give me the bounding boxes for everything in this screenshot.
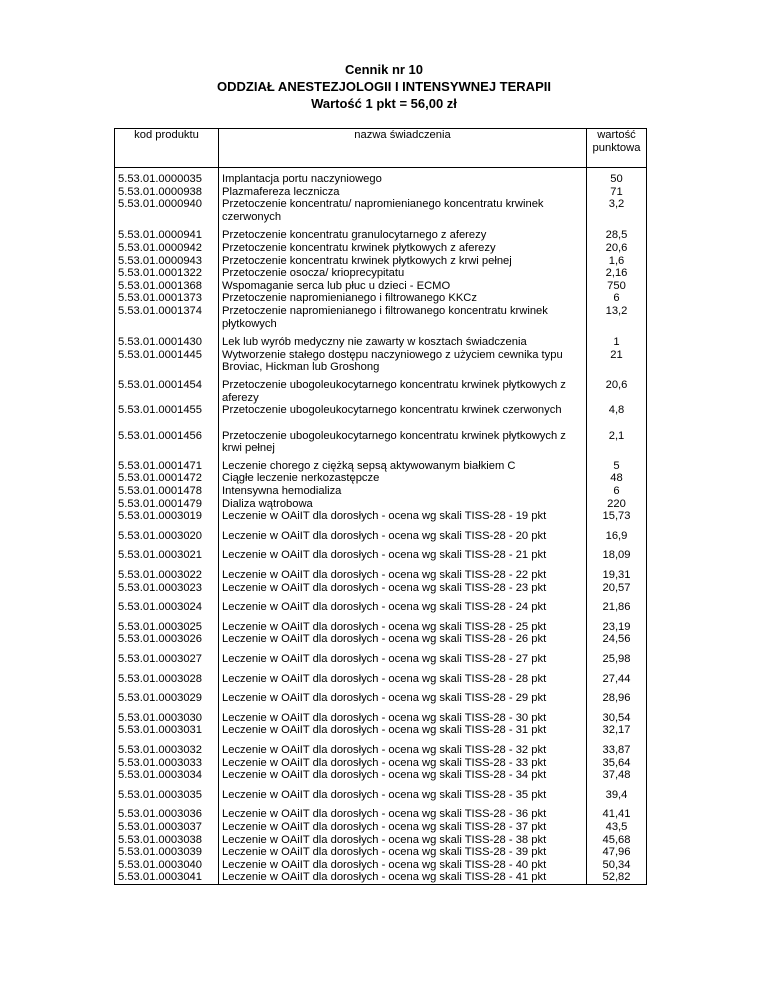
table-row [115,280,647,293]
table-row [115,498,647,511]
service-name: Przetoczenie ubogoleukocytarnego koncentratu krwinek płytkowych z aferezy [219,374,587,404]
department-title: ODDZIAŁ ANESTEZJOLOGII I INTENSYWNEJ TERAPII [217,79,551,94]
point-value-cell: 2,1 [587,417,647,455]
service-name: Leczenie w OAiIT dla dorosłych - ocena wg skali TISS-28 - 35 pkt [219,782,587,802]
product-code: 5.53.01.0001478 [115,485,219,498]
product-code: 5.53.01.0003030 [115,705,219,725]
service-name: Leczenie w OAiIT dla dorosłych - ocena wg skali TISS-28 - 26 pkt [219,633,587,646]
table-row [115,542,647,562]
point-value-cell: 71 [587,186,647,199]
point-value-cell: 220 [587,498,647,511]
point-value-cell: 20,6 [587,374,647,404]
table-row [115,846,647,859]
point-value-cell: 1 [587,330,647,349]
service-name: Przetoczenie osocza/ krioprecypitatu [219,267,587,280]
table-row [115,769,647,782]
point-value-cell: 21 [587,349,647,374]
point-value-cell: 15,73 [587,510,647,523]
service-name: Przetoczenie ubogoleukocytarnego koncentratu krwinek płytkowych z krwi pełnej [219,417,587,455]
table-row [115,594,647,614]
product-code: 5.53.01.0001472 [115,472,219,485]
service-name: Leczenie w OAiIT dla dorosłych - ocena wg skali TISS-28 - 37 pkt [219,821,587,834]
point-value-cell: 6 [587,485,647,498]
point-value-cell: 23,19 [587,614,647,634]
point-value: Wartość 1 pkt = 56,00 zł [311,96,457,111]
table-row [115,472,647,485]
service-name: Przetoczenie napromienianego i filtrowanego koncentratu krwinek płytkowych [219,305,587,330]
table-row [115,455,647,473]
product-code: 5.53.01.0001479 [115,498,219,511]
product-code: 5.53.01.0001374 [115,305,219,330]
point-value-cell: 13,2 [587,305,647,330]
table-row [115,292,647,305]
product-code: 5.53.01.0000940 [115,198,219,223]
service-name: Przetoczenie koncentratu krwinek płytkowych z aferezy [219,242,587,255]
table-row [115,305,647,330]
point-value-cell: 18,09 [587,542,647,562]
service-name: Przetoczenie koncentratu/ napromienianego koncentratu krwinek czerwonych [219,198,587,223]
table-row [115,349,647,374]
product-code: 5.53.01.0003037 [115,821,219,834]
product-code: 5.53.01.0001373 [115,292,219,305]
table-row [115,330,647,349]
product-code: 5.53.01.0000035 [115,168,219,186]
product-code: 5.53.01.0003032 [115,737,219,757]
table-row [115,614,647,634]
table-row [115,404,647,417]
point-value-cell: 48 [587,472,647,485]
product-code: 5.53.01.0000941 [115,223,219,242]
table-row [115,242,647,255]
service-name: Wspomaganie serca lub płuc u dzieci - ECMO [219,280,587,293]
point-value-cell: 43,5 [587,821,647,834]
product-code: 5.53.01.0001322 [115,267,219,280]
product-code: 5.53.01.0003020 [115,523,219,543]
table-row [115,633,647,646]
price-table [114,128,647,885]
table-row [115,267,647,280]
product-code: 5.53.01.0003039 [115,846,219,859]
service-name: Leczenie w OAiIT dla dorosłych - ocena wg skali TISS-28 - 22 pkt [219,562,587,582]
point-value-cell: 50,34 [587,859,647,872]
service-name: Przetoczenie koncentratu granulocytarnego z aferezy [219,223,587,242]
point-value-cell: 28,5 [587,223,647,242]
product-code: 5.53.01.0003036 [115,801,219,821]
point-value-cell: 21,86 [587,594,647,614]
table-row [115,801,647,821]
table-row [115,523,647,543]
service-name: Przetoczenie napromienianego i filtrowanego KKCz [219,292,587,305]
table-row [115,685,647,705]
column-header-code: kod produktu [115,129,219,168]
table-body [115,168,647,885]
point-value-cell: 24,56 [587,633,647,646]
point-value-cell: 28,96 [587,685,647,705]
point-value-cell: 5 [587,455,647,473]
table-header-row [115,129,647,168]
point-value-cell: 6 [587,292,647,305]
service-name: Przetoczenie ubogoleukocytarnego koncentratu krwinek czerwonych [219,404,587,417]
product-code: 5.53.01.0003035 [115,782,219,802]
table-row [115,374,647,404]
service-name: Leczenie w OAiIT dla dorosłych - ocena wg skali TISS-28 - 29 pkt [219,685,587,705]
product-code: 5.53.01.0003027 [115,646,219,666]
service-name: Leczenie w OAiIT dla dorosłych - ocena wg skali TISS-28 - 24 pkt [219,594,587,614]
product-code: 5.53.01.0003028 [115,666,219,686]
table-row [115,646,647,666]
table-row [115,859,647,872]
table-row [115,705,647,725]
product-code: 5.53.01.0001430 [115,330,219,349]
service-name: Leczenie w OAiIT dla dorosłych - ocena wg skali TISS-28 - 19 pkt [219,510,587,523]
point-value-cell: 33,87 [587,737,647,757]
point-value-cell: 35,64 [587,757,647,770]
table-row [115,168,647,186]
product-code: 5.53.01.0001445 [115,349,219,374]
point-value-cell: 41,41 [587,801,647,821]
service-name: Leczenie w OAiIT dla dorosłych - ocena wg skali TISS-28 - 41 pkt [219,871,587,884]
service-name: Leczenie w OAiIT dla dorosłych - ocena wg skali TISS-28 - 36 pkt [219,801,587,821]
service-name: Leczenie w OAiIT dla dorosłych - ocena wg skali TISS-28 - 31 pkt [219,724,587,737]
product-code: 5.53.01.0003031 [115,724,219,737]
column-header-value: wartość punktowa [587,129,647,168]
service-name: Intensywna hemodializa [219,485,587,498]
product-code: 5.53.01.0000938 [115,186,219,199]
column-header-name: nazwa świadczenia [219,129,587,168]
table-row [115,255,647,268]
point-value-cell: 3,2 [587,198,647,223]
product-code: 5.53.01.0003022 [115,562,219,582]
service-name: Leczenie w OAiIT dla dorosłych - ocena wg skali TISS-28 - 23 pkt [219,582,587,595]
table-row [115,737,647,757]
point-value-cell: 30,54 [587,705,647,725]
point-value-cell: 16,9 [587,523,647,543]
product-code: 5.53.01.0003034 [115,769,219,782]
point-value-cell: 45,68 [587,834,647,847]
price-list-number: Cennik nr 10 [344,62,424,77]
table-row [115,724,647,737]
table-row [115,485,647,498]
document-header [0,61,768,112]
product-code: 5.53.01.0003021 [115,542,219,562]
service-name: Ciągłe leczenie nerkozastępcze [219,472,587,485]
service-name: Leczenie chorego z ciężką sepsą aktywowanym białkiem C [219,455,587,473]
point-value-cell: 37,48 [587,769,647,782]
table-row [115,186,647,199]
point-value-cell: 25,98 [587,646,647,666]
point-value-cell: 20,6 [587,242,647,255]
service-name: Leczenie w OAiIT dla dorosłych - ocena wg skali TISS-28 - 20 pkt [219,523,587,543]
product-code: 5.53.01.0003024 [115,594,219,614]
product-code: 5.53.01.0003026 [115,633,219,646]
table-row [115,782,647,802]
point-value-cell: 50 [587,168,647,186]
service-name: Leczenie w OAiIT dla dorosłych - ocena wg skali TISS-28 - 38 pkt [219,834,587,847]
product-code: 5.53.01.0001455 [115,404,219,417]
point-value-cell: 2,16 [587,267,647,280]
table-row [115,666,647,686]
product-code: 5.53.01.0001456 [115,417,219,455]
product-code: 5.53.01.0000942 [115,242,219,255]
point-value-cell: 39,4 [587,782,647,802]
service-name: Plazmafereza lecznicza [219,186,587,199]
table-row [115,510,647,523]
point-value-cell: 47,96 [587,846,647,859]
product-code: 5.53.01.0003038 [115,834,219,847]
table-row [115,417,647,455]
service-name: Leczenie w OAiIT dla dorosłych - ocena wg skali TISS-28 - 34 pkt [219,769,587,782]
product-code: 5.53.01.0003033 [115,757,219,770]
point-value-cell: 4,8 [587,404,647,417]
service-name: Przetoczenie koncentratu krwinek płytkowych z krwi pełnej [219,255,587,268]
point-value-cell: 20,57 [587,582,647,595]
table-row [115,562,647,582]
service-name: Leczenie w OAiIT dla dorosłych - ocena wg skali TISS-28 - 21 pkt [219,542,587,562]
service-name: Leczenie w OAiIT dla dorosłych - ocena wg skali TISS-28 - 25 pkt [219,614,587,634]
point-value-cell: 52,82 [587,871,647,884]
service-name: Leczenie w OAiIT dla dorosłych - ocena wg skali TISS-28 - 40 pkt [219,859,587,872]
service-name: Lek lub wyrób medyczny nie zawarty w kosztach świadczenia [219,330,587,349]
table-row [115,871,647,884]
table-row [115,821,647,834]
table-row [115,223,647,242]
service-name: Leczenie w OAiIT dla dorosłych - ocena wg skali TISS-28 - 33 pkt [219,757,587,770]
product-code: 5.53.01.0001454 [115,374,219,404]
service-name: Dializa wątrobowa [219,498,587,511]
point-value-cell: 750 [587,280,647,293]
table-row [115,834,647,847]
service-name: Wytworzenie stałego dostępu naczyniowego z użyciem cewnika typu Broviac, Hickman lub Groshong [219,349,587,374]
point-value-cell: 19,31 [587,562,647,582]
table-row [115,198,647,223]
product-code: 5.53.01.0003025 [115,614,219,634]
product-code: 5.53.01.0003041 [115,871,219,884]
service-name: Implantacja portu naczyniowego [219,168,587,186]
product-code: 5.53.01.0000943 [115,255,219,268]
product-code: 5.53.01.0003023 [115,582,219,595]
table-row [115,757,647,770]
service-name: Leczenie w OAiIT dla dorosłych - ocena wg skali TISS-28 - 27 pkt [219,646,587,666]
service-name: Leczenie w OAiIT dla dorosłych - ocena wg skali TISS-28 - 28 pkt [219,666,587,686]
point-value-cell: 27,44 [587,666,647,686]
product-code: 5.53.01.0001471 [115,455,219,473]
service-name: Leczenie w OAiIT dla dorosłych - ocena wg skali TISS-28 - 39 pkt [219,846,587,859]
product-code: 5.53.01.0003029 [115,685,219,705]
service-name: Leczenie w OAiIT dla dorosłych - ocena wg skali TISS-28 - 32 pkt [219,737,587,757]
service-name: Leczenie w OAiIT dla dorosłych - ocena wg skali TISS-28 - 30 pkt [219,705,587,725]
point-value-cell: 32,17 [587,724,647,737]
product-code: 5.53.01.0003019 [115,510,219,523]
product-code: 5.53.01.0001368 [115,280,219,293]
table-row [115,582,647,595]
point-value-cell: 1,6 [587,255,647,268]
product-code: 5.53.01.0003040 [115,859,219,872]
